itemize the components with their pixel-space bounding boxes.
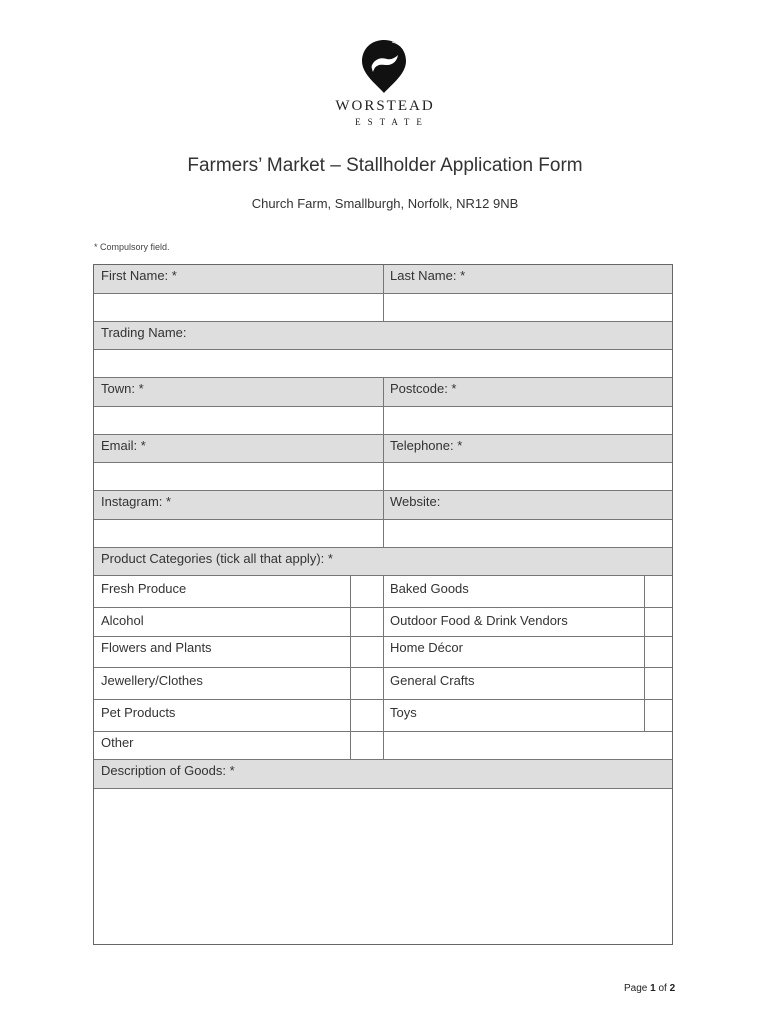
category-fresh-produce-checkbox[interactable] xyxy=(350,576,383,607)
category-row xyxy=(94,637,672,668)
logo-icon xyxy=(358,38,410,94)
product-categories-label-row xyxy=(94,548,672,576)
town-label: Town: * xyxy=(101,381,144,396)
page-word: Page xyxy=(624,983,648,994)
page-current: 1 xyxy=(650,983,656,994)
category-general-crafts-checkbox[interactable] xyxy=(644,668,672,699)
product-categories-label: Product Categories (tick all that apply): * xyxy=(101,551,333,566)
brand-name: WORSTEAD xyxy=(335,98,435,114)
category-pet-products-checkbox[interactable] xyxy=(350,700,383,731)
of-word: of xyxy=(658,983,667,994)
email-input-row xyxy=(94,463,672,491)
email-field[interactable] xyxy=(94,463,383,490)
category-baked-goods: Baked Goods xyxy=(390,581,469,596)
category-alcohol: Alcohol xyxy=(101,613,144,628)
category-flowers-plants: Flowers and Plants xyxy=(101,640,212,655)
category-other-checkbox[interactable] xyxy=(350,732,383,759)
description-label: Description of Goods: * xyxy=(101,763,235,778)
last-name-field[interactable] xyxy=(383,294,672,321)
category-home-decor: Home Décor xyxy=(390,640,463,655)
description-field[interactable] xyxy=(94,789,672,944)
category-jewellery-clothes-checkbox[interactable] xyxy=(350,668,383,699)
category-outdoor-food-drink: Outdoor Food & Drink Vendors xyxy=(390,613,568,628)
website-label: Website: xyxy=(390,494,441,509)
category-flowers-plants-checkbox[interactable] xyxy=(350,637,383,667)
category-home-decor-checkbox[interactable] xyxy=(644,637,672,667)
category-row xyxy=(94,668,672,700)
category-baked-goods-checkbox[interactable] xyxy=(644,576,672,607)
town-label-row xyxy=(94,378,672,407)
trading-name-label-row xyxy=(94,322,672,350)
postcode-field[interactable] xyxy=(383,407,672,434)
compulsory-note: * Compulsory field. xyxy=(94,242,170,252)
category-row xyxy=(94,576,672,608)
instagram-label-row xyxy=(94,491,672,520)
instagram-label: Instagram: * xyxy=(101,494,172,509)
application-form xyxy=(93,264,673,945)
category-general-crafts: General Crafts xyxy=(390,673,475,688)
description-input-row xyxy=(94,789,672,944)
category-toys: Toys xyxy=(390,705,417,720)
category-toys-checkbox[interactable] xyxy=(644,700,672,731)
category-jewellery-clothes: Jewellery/Clothes xyxy=(101,673,203,688)
trading-name-label: Trading Name: xyxy=(101,325,187,340)
first-name-label: First Name: * xyxy=(101,268,177,283)
category-other-specify-field[interactable] xyxy=(383,732,672,759)
instagram-field[interactable] xyxy=(94,520,383,547)
category-outdoor-food-drink-checkbox[interactable] xyxy=(644,608,672,636)
email-label-row xyxy=(94,435,672,463)
category-alcohol-checkbox[interactable] xyxy=(350,608,383,636)
category-fresh-produce: Fresh Produce xyxy=(101,581,187,596)
page-total: 2 xyxy=(669,983,676,994)
first-name-field[interactable] xyxy=(94,294,383,321)
town-field[interactable] xyxy=(94,407,383,434)
brand-subtitle: ESTATE xyxy=(355,117,429,127)
website-field[interactable] xyxy=(383,520,672,547)
page-number xyxy=(624,983,675,994)
category-other: Other xyxy=(101,735,134,750)
category-pet-products: Pet Products xyxy=(101,705,176,720)
telephone-field[interactable] xyxy=(383,463,672,490)
trading-name-field[interactable] xyxy=(94,350,672,377)
category-row xyxy=(94,700,672,732)
postcode-label: Postcode: * xyxy=(390,381,457,396)
address: Church Farm, Smallburgh, Norfolk, NR12 9NB xyxy=(251,196,519,211)
trading-name-input-row xyxy=(94,350,672,378)
email-label: Email: * xyxy=(101,438,146,453)
page-title: Farmers’ Market – Stallholder Application Form xyxy=(187,155,583,176)
name-label-row xyxy=(94,265,672,294)
telephone-label: Telephone: * xyxy=(390,438,463,453)
category-row xyxy=(94,732,672,760)
last-name-label: Last Name: * xyxy=(390,268,466,283)
town-input-row xyxy=(94,407,672,435)
instagram-input-row xyxy=(94,520,672,548)
name-input-row xyxy=(94,294,672,322)
category-row xyxy=(94,608,672,637)
description-label-row xyxy=(94,760,672,789)
